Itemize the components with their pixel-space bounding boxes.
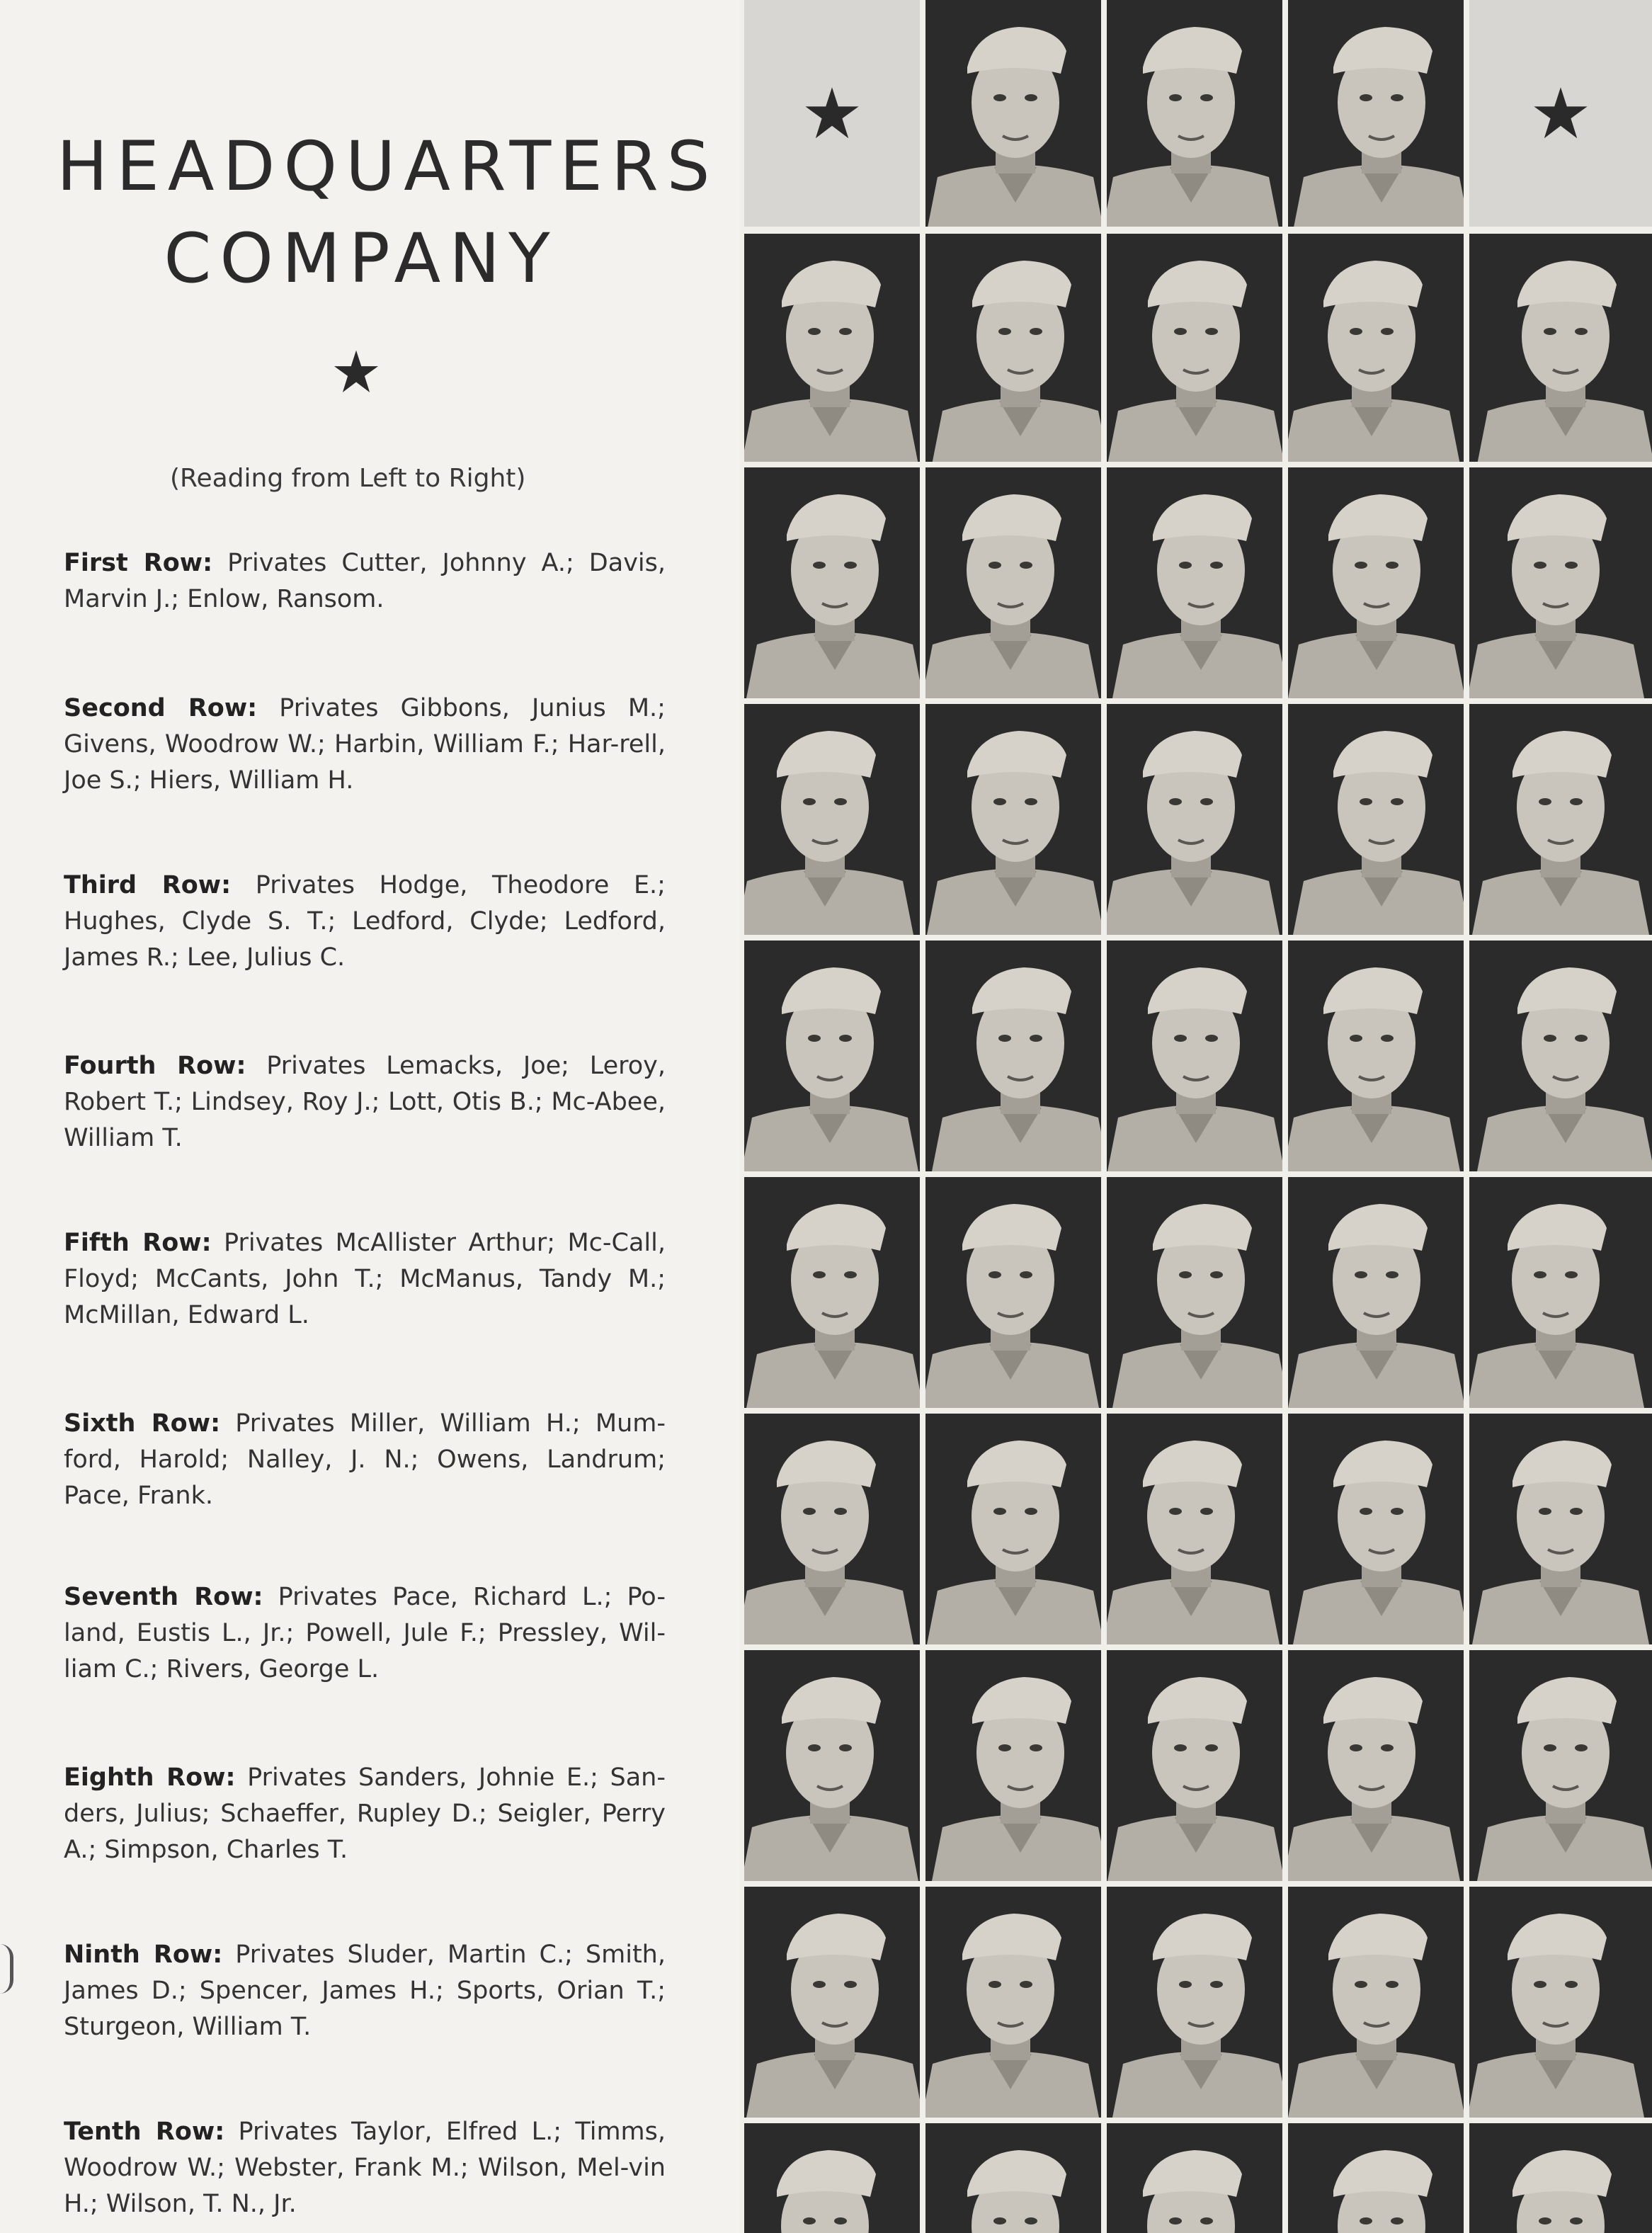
soldier-portrait-image — [925, 234, 1101, 462]
soldier-portrait-image — [1469, 467, 1652, 698]
reading-note: (Reading from Left to Right) — [170, 464, 526, 493]
soldier-portrait-image — [1288, 2123, 1464, 2233]
soldier-portrait-image — [925, 2123, 1101, 2233]
row-caption-5: Fifth Row: Privates McAllister Arthur; Mc-Call, Floyd; McCants, John T.; McManus, Tandy M.; McMillan, Edward L. — [64, 1229, 666, 1329]
soldier-portrait-image — [1288, 0, 1464, 227]
row-caption-3: Third Row: Privates Hodge, Theodore E.; Hughes, Clyde S. T.; Ledford, Clyde; Ledford, James R.; Lee, Julius C. — [64, 871, 666, 972]
soldier-portrait-image — [1288, 1414, 1464, 1644]
soldier-portrait-image — [1288, 704, 1464, 935]
soldier-portrait-image — [925, 941, 1101, 1171]
soldier-portrait-image — [744, 704, 920, 935]
portrait-photo — [1107, 2123, 1282, 2233]
row-caption-6: Sixth Row: Privates Miller, William H.; Mum-ford, Harold; Nalley, J. N.; Owens, Landrum; Pace, Frank. — [64, 1409, 666, 1510]
soldier-portrait-image — [925, 704, 1101, 935]
row-caption-7: Seventh Row: Privates Pace, Richard L.; Po-land, Eustis L., Jr.; Powell, Jule F.; Pressley, Wil-liam C.; Rivers, George L. — [64, 1583, 666, 1683]
soldier-portrait-image — [1107, 2123, 1282, 2233]
portrait-photo — [1469, 704, 1652, 935]
soldier-portrait-image — [1288, 941, 1464, 1171]
portrait-photo — [1288, 2123, 1464, 2233]
portrait-photo — [1107, 1177, 1282, 1408]
soldier-portrait-image — [1107, 1177, 1282, 1408]
portrait-photo — [925, 704, 1101, 935]
portrait-photo — [1288, 1414, 1464, 1644]
soldier-portrait-image — [744, 467, 920, 698]
portrait-photo — [1469, 941, 1652, 1171]
soldier-portrait-image — [744, 941, 920, 1171]
portrait-photo — [1107, 1650, 1282, 1881]
soldier-portrait-image — [744, 234, 920, 462]
star-icon — [804, 85, 860, 142]
portrait-photo — [1107, 1414, 1282, 1644]
soldier-portrait-image — [1107, 1887, 1282, 2118]
portrait-photo — [744, 467, 920, 698]
soldier-portrait-image — [1107, 467, 1282, 698]
portrait-photo — [744, 1177, 920, 1408]
portrait-photo — [1469, 1887, 1652, 2118]
portrait-photo — [744, 704, 920, 935]
portrait-photo — [925, 0, 1101, 227]
soldier-portrait-image — [1288, 1650, 1464, 1881]
portrait-photo — [1469, 1177, 1652, 1408]
star-icon — [333, 348, 380, 395]
soldier-portrait-image — [744, 1650, 920, 1881]
star-cell — [1469, 0, 1652, 227]
soldier-portrait-image — [1107, 234, 1282, 462]
page-title — [57, 120, 719, 305]
text-column — [0, 0, 736, 2233]
portrait-photo — [925, 941, 1101, 1171]
portrait-photo — [1288, 1177, 1464, 1408]
soldier-portrait-image — [1469, 941, 1652, 1171]
portrait-photo — [1469, 467, 1652, 698]
portrait-photo — [1288, 234, 1464, 462]
soldier-portrait-image — [1107, 704, 1282, 935]
portrait-photo — [1288, 467, 1464, 698]
portrait-photo — [925, 1177, 1101, 1408]
portrait-photo — [1288, 1887, 1464, 2118]
portrait-photo — [925, 467, 1101, 698]
portrait-photo — [1107, 234, 1282, 462]
soldier-portrait-image — [1469, 1177, 1652, 1408]
soldier-portrait-image — [925, 1177, 1101, 1408]
soldier-portrait-image — [1469, 234, 1652, 462]
soldier-portrait-image — [1469, 1650, 1652, 1881]
row-caption-1: First Row: Privates Cutter, Johnny A.; Davis, Marvin J.; Enlow, Ransom. — [64, 549, 666, 613]
soldier-portrait-image — [744, 2123, 920, 2233]
soldier-portrait-image — [925, 0, 1101, 227]
soldier-portrait-image — [1288, 1887, 1464, 2118]
row-caption-8: Eighth Row: Privates Sanders, Johnie E.; San-ders, Julius; Schaeffer, Rupley D.; Seigler, Perry A.; Simpson, Charles T. — [64, 1763, 666, 1864]
portrait-photo — [925, 1887, 1101, 2118]
portrait-photo — [744, 941, 920, 1171]
soldier-portrait-image — [925, 1887, 1101, 2118]
soldier-portrait-image — [1469, 1887, 1652, 2118]
portrait-photo — [744, 1650, 920, 1881]
portrait-photo — [1288, 704, 1464, 935]
star-icon — [1532, 85, 1589, 142]
portrait-photo — [744, 2123, 920, 2233]
portrait-photo — [1107, 704, 1282, 935]
soldier-portrait-image — [1288, 234, 1464, 462]
row-caption-2: Second Row: Privates Gibbons, Junius M.; Givens, Woodrow W.; Harbin, William F.; Har-rell, Joe S.; Hiers, William H. — [64, 694, 666, 795]
portrait-photo — [744, 1414, 920, 1644]
portrait-photo — [925, 1414, 1101, 1644]
portrait-photo — [1288, 1650, 1464, 1881]
soldier-portrait-image — [1288, 467, 1464, 698]
soldier-portrait-image — [1107, 1650, 1282, 1881]
portrait-photo — [1469, 234, 1652, 462]
soldier-portrait-image — [925, 1414, 1101, 1644]
portrait-photo — [1107, 941, 1282, 1171]
portrait-grid — [740, 0, 1652, 2233]
portrait-photo — [925, 2123, 1101, 2233]
soldier-portrait-image — [744, 1177, 920, 1408]
soldier-portrait-image — [744, 1414, 920, 1644]
title-line-2: COMPANY — [164, 219, 559, 298]
soldier-portrait-image — [1469, 2123, 1652, 2233]
soldier-portrait-image — [1107, 941, 1282, 1171]
portrait-photo — [925, 234, 1101, 462]
soldier-portrait-image — [925, 1650, 1101, 1881]
soldier-portrait-image — [1107, 0, 1282, 227]
portrait-photo — [1107, 0, 1282, 227]
star-cell — [744, 0, 920, 227]
portrait-photo — [744, 1887, 920, 2118]
portrait-photo — [1469, 1414, 1652, 1644]
page-edge-mark — [0, 1944, 13, 1994]
portrait-photo — [744, 234, 920, 462]
portrait-photo — [1107, 467, 1282, 698]
title-line-1: HEADQUARTERS — [57, 127, 719, 206]
portrait-photo — [1469, 2123, 1652, 2233]
portrait-photo — [1469, 1650, 1652, 1881]
soldier-portrait-image — [1469, 704, 1652, 935]
soldier-portrait-image — [925, 467, 1101, 698]
soldier-portrait-image — [744, 1887, 920, 2118]
soldier-portrait-image — [1288, 1177, 1464, 1408]
row-caption-4: Fourth Row: Privates Lemacks, Joe; Leroy, Robert T.; Lindsey, Roy J.; Lott, Otis B.; Mc-Abee, William T. — [64, 1052, 666, 1152]
row-caption-9: Ninth Row: Privates Sluder, Martin C.; Smith, James D.; Spencer, James H.; Sports, Orian T.; Sturgeon, William T. — [64, 1941, 666, 2041]
portrait-photo — [1107, 1887, 1282, 2118]
portrait-photo — [1288, 0, 1464, 227]
soldier-portrait-image — [1107, 1414, 1282, 1644]
portrait-photo — [925, 1650, 1101, 1881]
soldier-portrait-image — [1469, 1414, 1652, 1644]
row-caption-10: Tenth Row: Privates Taylor, Elfred L.; Timms, Woodrow W.; Webster, Frank M.; Wilson, Mel-vin H.; Wilson, T. N., Jr. — [64, 2118, 666, 2218]
portrait-photo — [1288, 941, 1464, 1171]
